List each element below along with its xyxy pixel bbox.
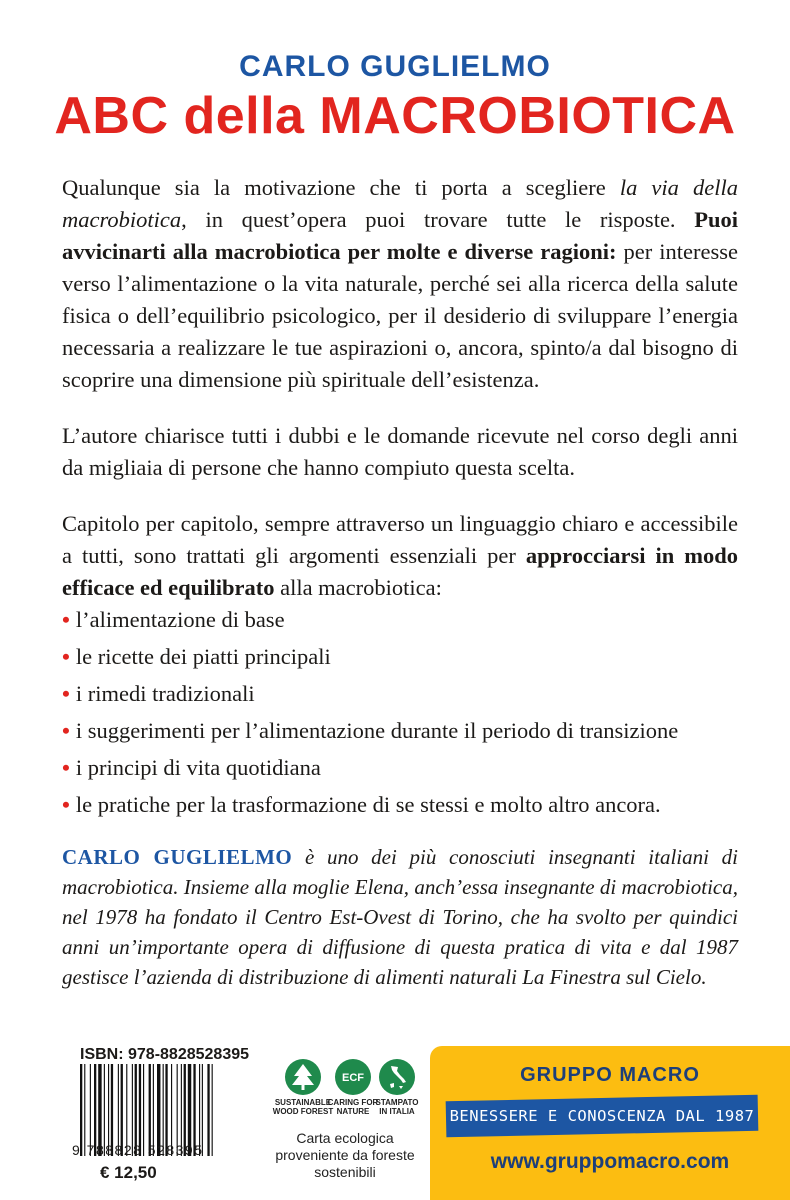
- isbn-label: ISBN: 978-8828528395: [80, 1046, 250, 1063]
- publisher-tagline: BENESSERE E CONOSCENZA DAL 1987: [449, 1107, 755, 1125]
- price-label: € 12,50: [100, 1163, 157, 1182]
- list-item: [62, 715, 738, 752]
- bio-text: è uno dei più conosciuti insegnanti italiani di macrobiotica. Insieme alla moglie Elena, anch’essa insegnante di macrobiotica, nel 1978 ha fondato il Centro Est-Ovest di Torino, che ha svolto per quindici anni un’importante opera di diffusione di questa pratica di vita e dal 1987 gestisce l’azienda di distribuzione di alimenti naturali La Finestra sul Cielo.: [62, 845, 738, 989]
- badge-printed-italy: [366, 1058, 428, 1116]
- text-run-bold: Puoi avvicinarti alla macrobiotica per molte e diverse ragioni:: [62, 207, 738, 264]
- bullet-icon: •: [62, 755, 70, 780]
- badge-label-line1: STAMPATO: [375, 1098, 419, 1107]
- list-item: [62, 678, 738, 715]
- intro-paragraph-3: [62, 508, 738, 604]
- italy-map-icon: [378, 1058, 416, 1096]
- tree-icon: [284, 1058, 322, 1096]
- ecf-mark: ECF: [342, 1072, 364, 1084]
- bullet-icon: •: [62, 607, 70, 632]
- author-name: CARLO GUGLIELMO: [239, 50, 551, 83]
- bullet-icon: •: [62, 644, 70, 669]
- text-run: Qualunque sia la motivazione che ti porta a scegliere: [62, 175, 620, 200]
- publisher-url[interactable]: www.gruppomacro.com: [490, 1150, 730, 1173]
- list-item-text: i rimedi tradizionali: [75, 681, 255, 706]
- badge-label-line2: WOOD FOREST: [272, 1107, 334, 1116]
- list-item: [62, 641, 738, 678]
- barcode-digits: 9 788828 528395: [72, 1142, 204, 1158]
- intro-paragraph-1: [62, 172, 738, 396]
- eco-paper-note: Carta ecologica proveniente da foreste sostenibili: [275, 1130, 415, 1180]
- bio-author-name: CARLO GUGLIELMO: [62, 845, 293, 869]
- author-bio: [62, 842, 738, 992]
- list-item-text: i principi di vita quotidiana: [75, 755, 321, 780]
- badge-label-line2: NATURE: [336, 1107, 370, 1116]
- text-run: alla macrobiotica:: [274, 575, 442, 600]
- text-run: Capitolo per capitolo, sempre attraverso un linguaggio chiaro e accessibile a tutti, sono trattati gli argomenti essenziali per: [62, 511, 738, 568]
- publisher-name: GRUPPO MACRO: [520, 1064, 700, 1086]
- text-run-bold: approcciarsi in modo efficace ed equilibrato: [62, 543, 738, 600]
- bullet-icon: •: [62, 718, 70, 743]
- intro-paragraph-2: L’autore chiarisce tutti i dubbi e le domande ricevute nel corso degli anni da migliaia di persone che hanno compiuto questa scelta.: [62, 423, 738, 480]
- description: [62, 172, 738, 826]
- publisher-box: [430, 1046, 790, 1200]
- list-item-text: i suggerimenti per l’alimentazione durante il periodo di transizione: [75, 718, 679, 743]
- list-item: [62, 604, 738, 641]
- list-item: [62, 789, 738, 826]
- bullet-icon: •: [62, 681, 70, 706]
- text-run: per interesse verso l’alimentazione o la vita naturale, perché sei alla ricerca della salute fisica o dell’equilibrio psicologico, per il desiderio di sviluppare l’energia necessaria a realizzare le tue aspirazioni o, ancora, spinto/a dal bisogno di scoprire una dimensione più spirituale dell’esistenza.: [62, 239, 738, 392]
- list-item: [62, 752, 738, 789]
- badge-label-line2: IN ITALIA: [379, 1107, 415, 1116]
- bullet-icon: •: [62, 792, 70, 817]
- list-item-text: l’alimentazione di base: [75, 607, 285, 632]
- list-item-text: le pratiche per la trasformazione di se stessi e molto altro ancora.: [75, 792, 661, 817]
- list-item-text: le ricette dei piatti principali: [75, 644, 331, 669]
- book-title: ABC della MACROBIOTICA: [54, 87, 736, 145]
- badge-label-line1: SUSTAINABLE: [274, 1098, 332, 1107]
- text-run-italic: la via della macrobiotica: [62, 175, 738, 232]
- topic-list: [62, 604, 738, 826]
- badge-label-line1: CARING FOR: [327, 1098, 379, 1107]
- text-run: , in quest’opera puoi trovare tutte le risposte.: [181, 207, 695, 232]
